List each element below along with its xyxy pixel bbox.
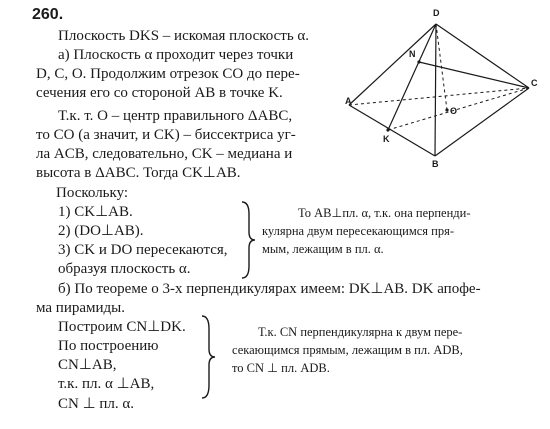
construct-item: По построению	[58, 338, 159, 354]
segment-DK	[388, 24, 436, 130]
problem-number: 260.	[32, 6, 64, 23]
point-K	[386, 128, 389, 131]
construct-item: CN⊥AB,	[58, 357, 117, 373]
label-A: A	[345, 96, 352, 106]
since-item: 2) (DO⊥AB).	[58, 223, 144, 239]
text-line: то CO (а значит, и CK) – биссектриса уг-	[36, 127, 296, 143]
note-line: секающимся прямым, лежащим в пл. ADB,	[232, 343, 463, 357]
pyramid-figure	[345, 2, 541, 172]
since-item: 1) CK⊥AB.	[58, 204, 133, 220]
point-O	[445, 108, 448, 111]
text-line: Плоскость DKS – искомая плоскость α.	[58, 28, 310, 44]
edge-DA	[349, 24, 436, 105]
brace-left	[198, 314, 218, 400]
note-line: мым, лежащим в пл. α.	[262, 242, 384, 256]
text-line: а) Плоскость α проходит через точки	[58, 47, 294, 63]
label-B: B	[432, 159, 439, 169]
brace-right	[238, 200, 258, 280]
label-D: D	[433, 8, 440, 18]
edge-DB	[435, 24, 436, 156]
edge-DC	[436, 24, 529, 88]
text-line: б) По теореме о 3-х перпендикулярах имеем: DK⊥AB. DK апофе-	[58, 281, 481, 297]
edge-BC	[435, 88, 529, 156]
note-line: то CN ⊥ пл. ADB.	[232, 361, 330, 375]
label-O: O	[450, 106, 458, 116]
note-line: То AB⊥пл. α, т.к. она перпенди-	[298, 206, 471, 220]
construct-item: Построим CN⊥DK.	[58, 319, 186, 335]
since-item: образуя плоскость α.	[58, 261, 191, 277]
text-line: ма пирамиды.	[36, 300, 125, 316]
label-N: N	[409, 49, 416, 59]
text-line: Т.к. т. O – центр правильного ΔABC,	[58, 108, 293, 124]
text-line: D, C, O. Продолжим отрезок CO до пере-	[36, 66, 300, 82]
text-line: высота в ΔABC. Тогда CK⊥AB.	[36, 165, 241, 181]
label-K: K	[383, 134, 390, 144]
edge-AC-hidden	[349, 88, 529, 105]
text-line: ла ACB, следовательно, CK – медиана и	[36, 146, 293, 162]
construct-item: т.к. пл. α ⊥AB,	[58, 376, 155, 392]
text-line: Поскольку:	[56, 185, 129, 201]
note-line: Т.к. CN перпендикулярна к двум пере-	[258, 325, 463, 339]
since-item: 3) CK и DO пересекаются,	[58, 242, 228, 258]
note-line: кулярна двум пересекающимся пря-	[262, 224, 455, 238]
label-C: C	[531, 78, 538, 88]
point-N	[417, 60, 420, 63]
edge-AB	[349, 105, 435, 156]
construct-item: CN ⊥ пл. α.	[58, 396, 135, 412]
text-line: сечения его со стороной AB в точке K.	[36, 85, 283, 101]
